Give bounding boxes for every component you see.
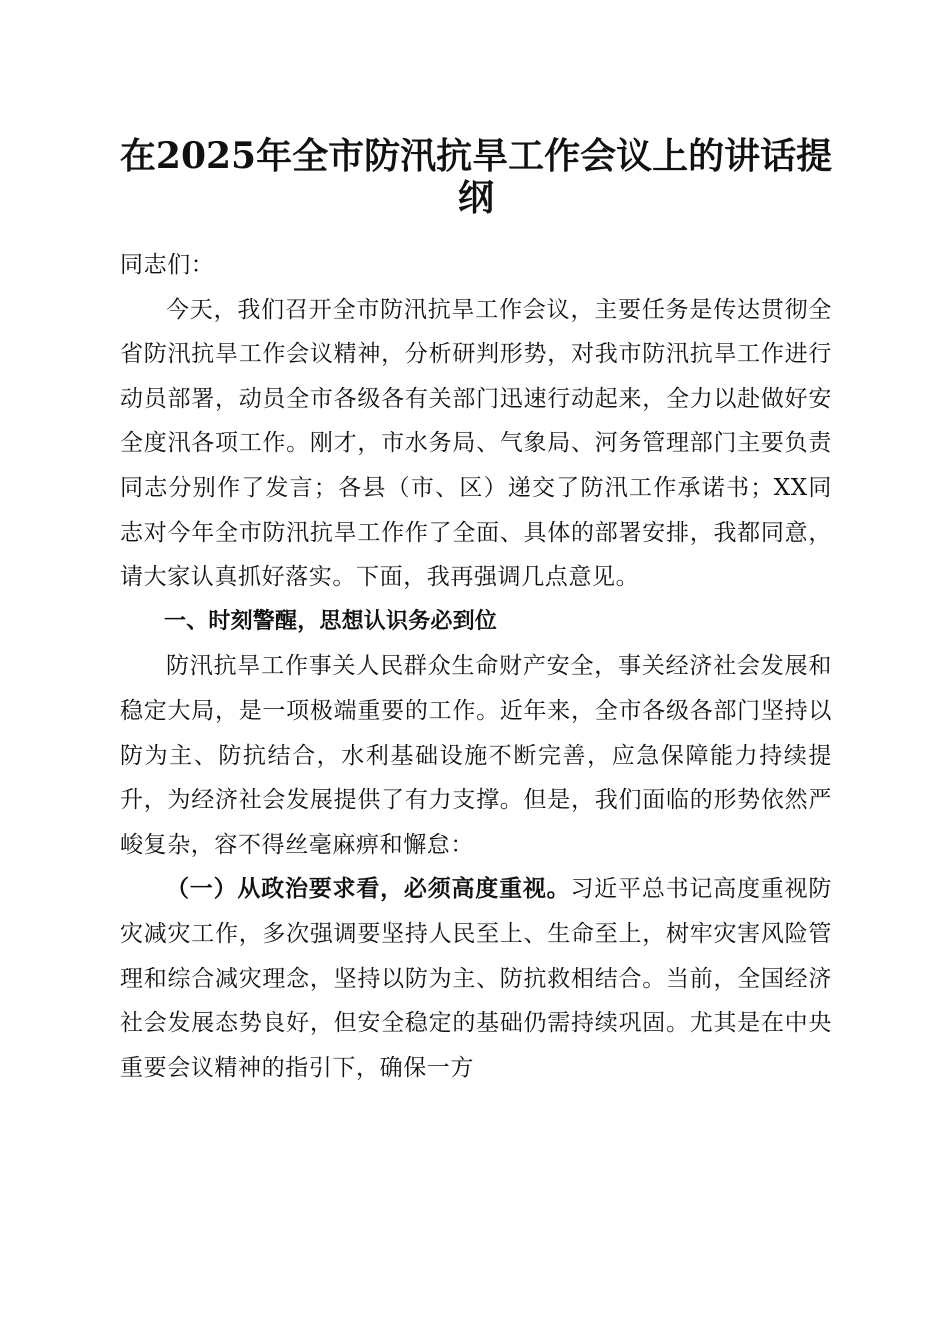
greeting: 同志们：	[120, 252, 215, 278]
paragraph-intro: 今天，我们召开全市防汛抗旱工作会议，主要任务是传达贯彻全省防汛抗旱工作会议精神，分析研判形势，对我市防汛抗旱工作进行动员部署，动员全市各级各有关部门迅速行动起来，全力以赴做好安全度汛各项工作。刚才，市水务局、气象局、河务管理部门主要负责同志分别作了发言；各县（市、区）递交了防汛工作承诺书；XX同志对今年全市防汛抗旱工作作了全面、具体的部署安排，我都同意，请大家认真抓好落实。下面，我再强调几点意见。	[120, 296, 832, 591]
document-body	[120, 243, 832, 1090]
subsection-1	[120, 867, 832, 1090]
subsection-1-lead: （一）从政治要求看，必须高度重视。	[166, 875, 571, 903]
document-title: 在2025年全市防汛抗旱工作会议上的讲话提纲	[119, 135, 833, 219]
section-heading-1: 一、时刻警醒，思想认识务必到位	[164, 608, 498, 634]
subsection-1-text: 习近平总书记高度重视防灾减灾工作，多次强调要坚持人民至上、生命至上，树牢灾害风险管理和综合减灾理念，坚持以防为主、防抗救相结合。当前，全国经济社会发展态势良好，但安全稳定的基础仍需持续巩固。尤其是在中央重要会议精神的指引下，确保一方	[120, 876, 832, 1081]
title-block	[120, 135, 832, 243]
paragraph-situation: 防汛抗旱工作事关人民群众生命财产安全，事关经济社会发展和稳定大局，是一项极端重要的工作。近年来，全市各级各部门坚持以防为主、防抗结合，水利基础设施不断完善，应急保障能力持续提升，为经济社会发展提供了有力支撑。但是，我们面临的形势依然严峻复杂，容不得丝毫麻痹和懈怠：	[120, 653, 832, 858]
document-page	[120, 135, 832, 1090]
